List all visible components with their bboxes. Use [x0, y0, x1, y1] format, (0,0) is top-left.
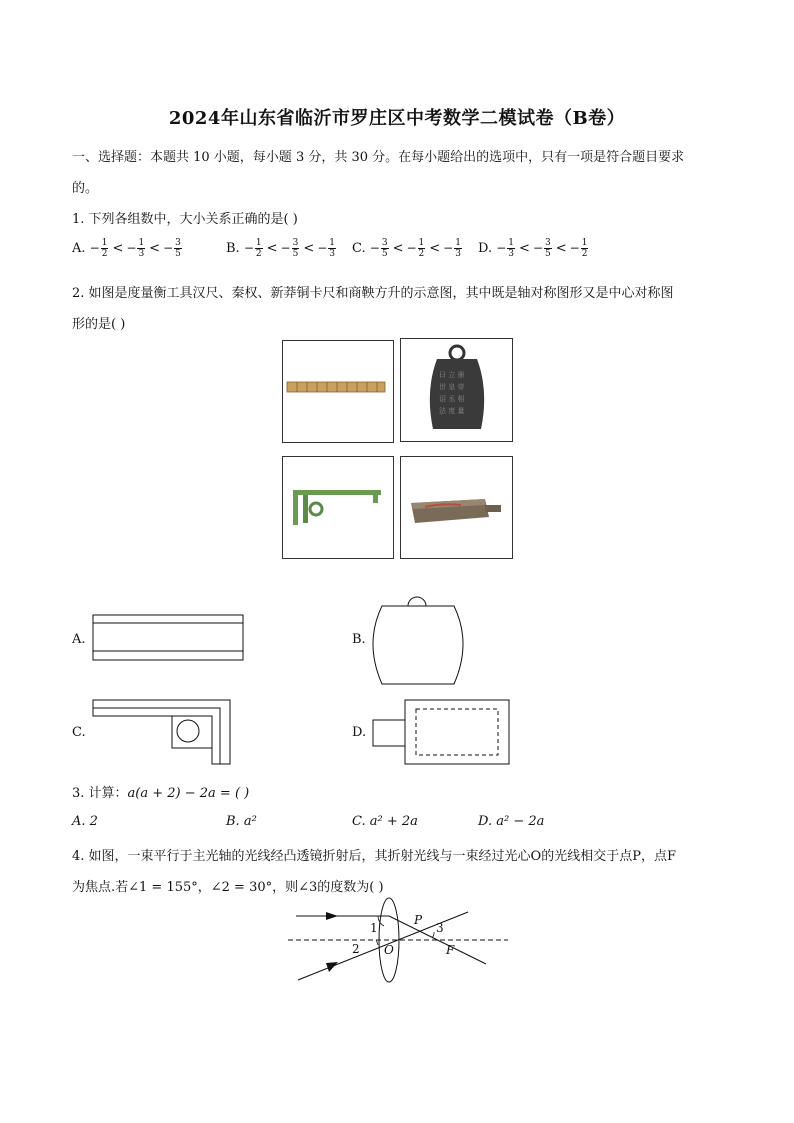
- q2-option-c-caliper-figure[interactable]: [90, 698, 236, 766]
- q1-option-a[interactable]: A. − $\frac{1}{2}$ < − $\frac{1}{3}$ < − $\frac{3}{5}$: [72, 238, 181, 259]
- arrow-icon: [326, 962, 338, 972]
- q4-stem-line2: 为焦点.若∠1 = 155°，∠2 = 30°，则∠3的度数为( ): [72, 880, 384, 895]
- q4-lens-figure: [286, 898, 512, 994]
- svg-text:法 度 量: 法 度 量: [439, 407, 465, 415]
- caliper-image: [283, 457, 393, 558]
- q3-option-c[interactable]: C. a² + 2a: [352, 814, 418, 829]
- angle-2-label: 2: [352, 942, 360, 956]
- q2-option-b-label[interactable]: B.: [352, 632, 366, 647]
- photo-han-ruler: [282, 340, 394, 443]
- section-instructions-line2: 的。: [72, 181, 99, 196]
- photo-qin-weight: [400, 338, 513, 442]
- point-o-label: O: [384, 943, 394, 957]
- q2-option-c-label[interactable]: C.: [72, 725, 86, 740]
- q3-option-a[interactable]: A. 2: [72, 814, 98, 829]
- measure-image: [401, 457, 512, 558]
- q1-option-c[interactable]: C. − $\frac{3}{5}$ < − $\frac{1}{2}$ < − $\frac{1}{3}$: [352, 238, 461, 259]
- photo-shang-yang-measure: [400, 456, 513, 559]
- page-title: 2024年山东省临沂市罗庄区中考数学二模试卷（B卷）: [168, 108, 626, 129]
- q1-option-b[interactable]: B. − $\frac{1}{2}$ < − $\frac{3}{5}$ < − $\frac{1}{3}$: [226, 238, 336, 259]
- svg-text:诏 丞 相: 诏 丞 相: [439, 395, 465, 403]
- photo-bronze-caliper: [282, 456, 394, 559]
- q2-option-a-label[interactable]: A.: [72, 632, 86, 647]
- q4-stem-line1: 4. 如图，一束平行于主光轴的光线经凸透镜折射后，其折射光线与一束经过光心O的光线相交于点P，点F: [72, 849, 676, 864]
- q2-option-a-ruler-figure[interactable]: [90, 614, 246, 664]
- point-p-label: P: [414, 913, 423, 927]
- angle-3-label: 3: [436, 921, 444, 935]
- q3-option-d[interactable]: D. a² − 2a: [478, 814, 545, 829]
- q1-stem: 1. 下列各组数中，大小关系正确的是( ): [72, 212, 298, 227]
- angle-1-label: 1: [370, 921, 378, 935]
- section-instructions-line1: 一、选择题：本题共 10 小题，每小题 3 分，共 30 分。在每小题给出的选项中，只有一项是符合题目要求: [72, 150, 685, 165]
- q2-option-d-measure-figure[interactable]: [370, 698, 512, 766]
- ruler-image: [283, 341, 393, 442]
- q2-option-b-weight-figure[interactable]: [368, 592, 468, 688]
- q3-option-b[interactable]: B. a²: [226, 814, 257, 829]
- point-f-label: F: [446, 943, 455, 957]
- q1-option-d[interactable]: D. − $\frac{1}{3}$ < − $\frac{3}{5}$ < − $\frac{1}{2}$: [478, 238, 588, 259]
- q2-option-d-label[interactable]: D.: [352, 725, 367, 740]
- q2-stem-line2: 形的是( ): [72, 317, 126, 332]
- svg-text:丗 皇 帝: 丗 皇 帝: [439, 383, 465, 391]
- q3-stem: 3. 计算：a(a + 2) − 2a = ( ): [72, 786, 250, 801]
- q2-stem-line1: 2. 如图是度量衡工具汉尺、秦权、新莽铜卡尺和商鞅方升的示意图，其中既是轴对称图形又是中心对称图: [72, 286, 674, 301]
- weight-image: [401, 339, 512, 441]
- svg-text:曰 立 卌: 曰 立 卌: [439, 371, 465, 379]
- arrow-icon: [326, 912, 338, 920]
